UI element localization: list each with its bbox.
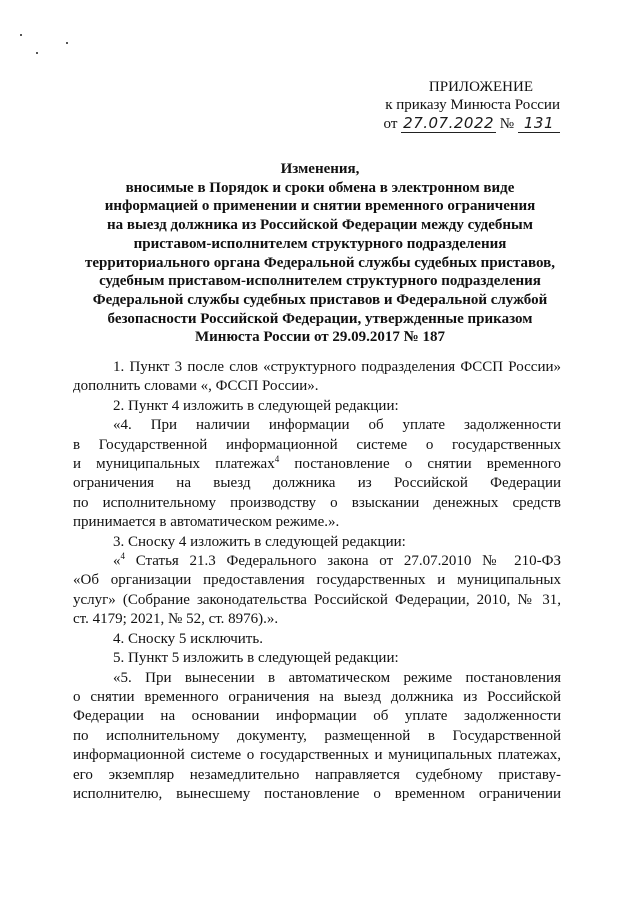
text-line: по исполнительному документу, размещенной в Государственной <box>73 727 561 744</box>
text-line: в Государственной информационной системе о государственных <box>73 436 561 453</box>
text-line: о снятии временного ограничения на выезд должника из Российской <box>73 688 561 705</box>
text-line: исполнителю, вынесшему постановление о временном ограничении <box>73 785 561 802</box>
footnote-ref: 4 <box>274 454 280 465</box>
title-line: Федеральной службы судебных приставов и Федеральной службой <box>92 291 548 308</box>
handwritten-number: 131 <box>518 114 560 133</box>
text-fragment: постановление о снятии временного <box>279 456 561 473</box>
document-title <box>60 160 580 347</box>
appendix-header <box>384 78 560 133</box>
title-line: вносимые в Порядок и сроки обмена в электронном виде <box>125 179 515 196</box>
title-line: безопасности Российской Федерации, утвержденные приказом <box>107 310 533 327</box>
appendix-label: ПРИЛОЖЕНИЕ <box>428 79 533 95</box>
title-line: Минюста России от 29.09.2017 № 187 <box>195 329 445 346</box>
title-line: приставом-исполнителем структурного подразделения <box>133 235 507 252</box>
text-line <box>73 455 561 474</box>
order-date-number <box>384 114 560 133</box>
text-line: «4. При наличии информации об уплате задолженности <box>113 417 561 434</box>
text-line: дополнить словами «, ФССП России». <box>73 378 319 395</box>
quote-open: « <box>113 553 121 570</box>
text-line <box>73 552 561 571</box>
title-line: на выезд должника из Российской Федерации между судебным <box>107 217 533 234</box>
number-prefix: № <box>499 116 515 132</box>
text-line: «5. При вынесении в автоматическом режиме постановления <box>113 669 561 686</box>
paragraph-1 <box>73 358 561 397</box>
text-line: принимается в автоматическом режиме.». <box>73 514 340 531</box>
text-line: ограничения на выезд должника из Российской Федерации <box>73 475 561 492</box>
order-reference: к приказу Минюста России <box>385 97 560 113</box>
text-line: «Об организации предоставления государственных и муниципальных <box>73 572 561 589</box>
text-line: его экземпляр незамедлительно направляется судебному приставу- <box>73 766 561 783</box>
scan-speck <box>36 52 38 54</box>
paragraph-2: 2. Пункт 4 изложить в следующей редакции: <box>113 397 399 414</box>
scan-speck <box>20 34 22 36</box>
paragraph-7: 5. Пункт 5 изложить в следующей редакции: <box>113 650 399 667</box>
paragraph-4: 3. Сноску 4 изложить в следующей редакции: <box>113 533 406 550</box>
text-line: информационной системе о государственных и муниципальных платежах, <box>73 747 561 764</box>
text-fragment: и муниципальных платежах <box>73 456 275 473</box>
footnote-ref: 4 <box>120 551 125 562</box>
document-body <box>73 358 561 804</box>
paragraph-6: 4. Сноску 5 исключить. <box>113 630 263 647</box>
title-line: территориального органа Федеральной службы судебных приставов, <box>84 254 555 271</box>
handwritten-date: 27.07.2022 <box>403 114 495 132</box>
paragraph-3 <box>73 416 561 532</box>
paragraph-5 <box>73 552 561 630</box>
text-line: Федерации на основании информации об уплате задолженности <box>73 708 561 725</box>
title-line: Изменения, <box>280 161 360 177</box>
text-line: 1. Пункт 3 после слов «структурного подразделения ФССП России» <box>113 359 561 375</box>
title-line: информацией о применении и снятии временного ограничения <box>104 198 536 215</box>
text-line: ст. 4179; 2021, № 52, ст. 8976).». <box>73 611 279 628</box>
title-line: судебным приставом-исполнителем структурного подразделения <box>99 273 541 290</box>
text-fragment: Статья 21.3 Федерального закона от 27.07.2010 № 210-ФЗ <box>125 553 561 570</box>
date-prefix: от <box>383 116 398 132</box>
text-line: услуг» (Собрание законодательства Российской Федерации, 2010, № 31, <box>73 591 561 608</box>
scan-speck <box>66 42 68 44</box>
paragraph-8 <box>73 669 561 805</box>
text-line: по исполнительному производству о взыскании денежных средств <box>73 494 561 511</box>
